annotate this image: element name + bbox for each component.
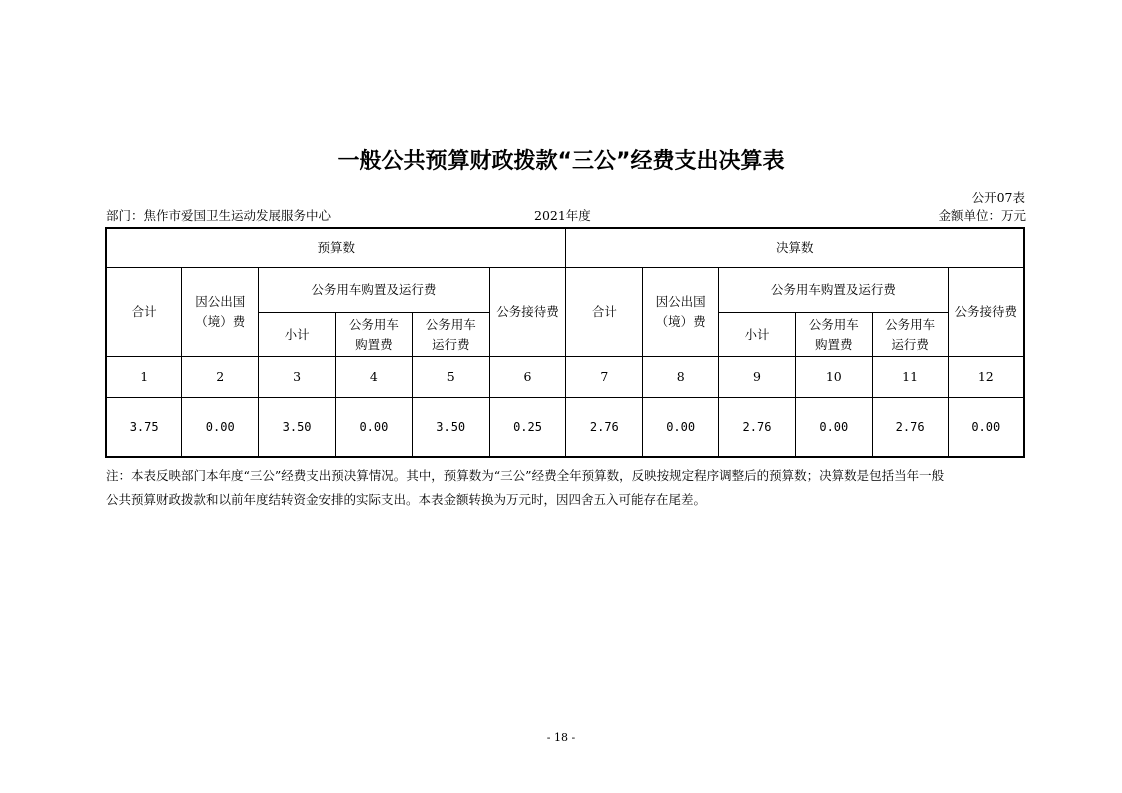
value-cell: 0.25 <box>489 398 566 458</box>
column-index: 2 <box>182 357 259 398</box>
value-cell: 3.50 <box>412 398 489 458</box>
final-total-header: 合计 <box>566 268 643 357</box>
final-reception-header: 公务接待费 <box>948 268 1024 357</box>
final-group-header: 决算数 <box>566 228 1024 268</box>
page-number: - 18 - <box>546 731 576 744</box>
final-vehicle-group-header: 公务用车购置及运行费 <box>719 268 948 313</box>
value-cell: 0.00 <box>643 398 719 458</box>
header-line: 因公出国 <box>655 294 706 309</box>
header-line: 购置费 <box>815 336 853 352</box>
amount-unit: 金额单位：万元 <box>938 208 1026 223</box>
budget-subtotal-header: 小计 <box>259 313 336 357</box>
column-index: 11 <box>872 357 948 398</box>
meta-row <box>106 206 1026 224</box>
index-row <box>106 357 1024 398</box>
header-line: 公务用车 <box>885 316 936 332</box>
value-cell: 0.00 <box>182 398 259 458</box>
header-line: 公务用车 <box>348 316 399 332</box>
header-line: 运行费 <box>891 336 929 352</box>
value-cell: 3.50 <box>259 398 336 458</box>
value-cell: 2.76 <box>566 398 643 458</box>
page-title: 一般公共预算财政拨款“三公”经费支出决算表 <box>337 149 785 174</box>
budget-group-header: 预算数 <box>106 228 566 268</box>
final-abroad-header <box>643 268 719 357</box>
note-line: 公共预算财政拨款和以前年度结转资金安排的实际支出。本表金额转换为万元时，因四舍五入可能存在尾差。 <box>106 492 707 507</box>
form-number: 公开07表 <box>971 190 1025 205</box>
column-index: 3 <box>259 357 336 398</box>
header-line: 公务用车 <box>808 316 859 332</box>
budget-reception-header: 公务接待费 <box>489 268 566 357</box>
three-public-expenses-table <box>105 227 1025 458</box>
budget-total-header: 合计 <box>106 268 182 357</box>
column-index: 5 <box>412 357 489 398</box>
value-cell: 0.00 <box>335 398 412 458</box>
department-label: 部门：焦作市爱国卫生运动发展服务中心 <box>106 208 332 223</box>
budget-operation-header <box>412 313 489 357</box>
final-subtotal-header: 小计 <box>719 313 796 357</box>
budget-purchase-header <box>335 313 412 357</box>
column-index: 4 <box>335 357 412 398</box>
table-note <box>106 464 1026 512</box>
value-cell: 2.76 <box>719 398 796 458</box>
value-cell: 0.00 <box>795 398 872 458</box>
budget-abroad-header <box>182 268 259 357</box>
column-index: 9 <box>719 357 796 398</box>
header-line: 因公出国 <box>195 294 246 309</box>
header-line: 运行费 <box>431 336 470 352</box>
column-index: 1 <box>106 357 182 398</box>
column-index: 10 <box>795 357 872 398</box>
final-operation-header <box>872 313 948 357</box>
value-row <box>106 398 1024 458</box>
column-index: 7 <box>566 357 643 398</box>
column-index: 6 <box>489 357 566 398</box>
fiscal-year: 2021年度 <box>534 208 591 223</box>
header-line: 购置费 <box>355 336 393 352</box>
header-line: （境）费 <box>655 314 706 329</box>
column-index: 12 <box>948 357 1024 398</box>
budget-vehicle-group-header: 公务用车购置及运行费 <box>259 268 489 313</box>
header-line: （境）费 <box>195 314 246 329</box>
header-line: 公务用车 <box>425 316 476 332</box>
column-index: 8 <box>643 357 719 398</box>
value-cell: 3.75 <box>106 398 182 458</box>
note-line: 注：本表反映部门本年度“三公”经费支出预决算情况。其中，预算数为“三公”经费全年预算数，反映按规定程序调整后的预算数；决算数是包括当年一般 <box>106 468 945 483</box>
value-cell: 0.00 <box>948 398 1024 458</box>
value-cell: 2.76 <box>872 398 948 458</box>
final-purchase-header <box>795 313 872 357</box>
